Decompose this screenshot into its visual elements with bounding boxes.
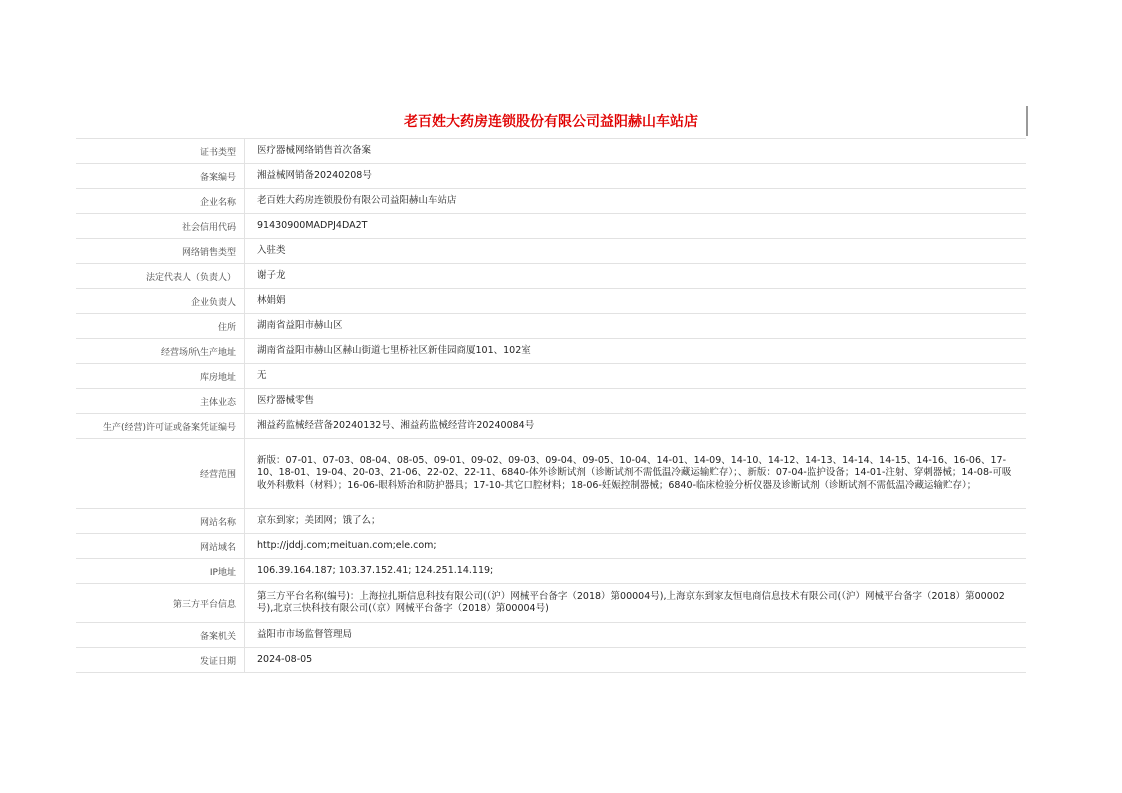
table-row <box>76 534 1026 559</box>
field-label: 法定代表人（负责人） <box>76 264 245 288</box>
table-row <box>76 584 1026 623</box>
field-label: 主体业态 <box>76 389 245 413</box>
scrollbar[interactable] <box>1026 106 1028 136</box>
table-row <box>76 314 1026 339</box>
field-label: 证书类型 <box>76 139 245 163</box>
field-label: 网络销售类型 <box>76 239 245 263</box>
field-label: 住所 <box>76 314 245 338</box>
field-value: 湘益药监械经营备20240132号、湘益药监械经营许20240084号 <box>257 419 535 431</box>
field-value: 2024-08-05 <box>257 653 313 665</box>
table-row <box>76 164 1026 189</box>
table-row <box>76 439 1026 509</box>
field-value: 入驻类 <box>257 244 286 256</box>
field-value: 第三方平台名称(编号)：上海拉扎斯信息科技有限公司(（沪）网械平台备字（2018）第00004号),上海京东到家友恒电商信息技术有限公司(（沪）网械平台备字（2018）第00002号),北京三快科技有限公司(（京）网械平台备字（2018）第00004号) <box>257 590 1005 614</box>
field-value: 老百姓大药房连锁股份有限公司益阳赫山车站店 <box>257 194 457 206</box>
table-row <box>76 264 1026 289</box>
table-row <box>76 364 1026 389</box>
table-row <box>76 339 1026 364</box>
field-value: 医疗器械零售 <box>257 394 315 406</box>
table-row <box>76 189 1026 214</box>
record-document <box>76 106 1026 673</box>
field-value: 湘益械网销备20240208号 <box>257 169 372 181</box>
table-row <box>76 389 1026 414</box>
field-label: 经营场所\生产地址 <box>76 339 245 363</box>
field-value: http://jddj.com;meituan.com;ele.com; <box>257 539 437 551</box>
table-row <box>76 648 1026 673</box>
field-label: 备案编号 <box>76 164 245 188</box>
table-row <box>76 239 1026 264</box>
field-label: 企业名称 <box>76 189 245 213</box>
page-title: 老百姓大药房连锁股份有限公司益阳赫山车站店 <box>76 106 1026 139</box>
field-label: 经营范围 <box>76 439 245 508</box>
table-row <box>76 509 1026 534</box>
field-label: 发证日期 <box>76 648 245 672</box>
table-row <box>76 139 1026 164</box>
field-value: 106.39.164.187; 103.37.152.41; 124.251.14.119; <box>257 564 494 576</box>
field-value: 无 <box>257 369 267 381</box>
table-row <box>76 289 1026 314</box>
field-value: 谢子龙 <box>257 269 286 281</box>
field-label: 企业负责人 <box>76 289 245 313</box>
table-row <box>76 214 1026 239</box>
field-value: 医疗器械网络销售首次备案 <box>257 144 372 156</box>
field-value: 益阳市市场监督管理局 <box>257 628 353 640</box>
field-label: 网站域名 <box>76 534 245 558</box>
field-label: 库房地址 <box>76 364 245 388</box>
table-row <box>76 414 1026 439</box>
field-label: IP地址 <box>76 559 245 583</box>
field-label: 备案机关 <box>76 623 245 647</box>
field-value: 91430900MADPJ4DA2T <box>257 219 368 231</box>
field-value: 新版：07-01、07-03、08-04、08-05、09-01、09-02、09-03、09-04、09-05、10-04、14-01、14-09、14-10、14-12、14-13、14-14、14-15、14-16、16-06、17-10、18-01、19-04、20-03、21-06、22-02、22-11、6840-体外诊断试剂（诊断试剂不需低温冷藏运输贮存）；、新版：07-04-监护设备；14-01-注射、穿刺器械；14-08-可吸收外科敷料（材料）；16-06-眼科矫治和防护器具；17-10-其它口腔材料；18-06-妊娠控制器械；6840-临床检验分析仪器及诊断试剂（诊断试剂不需低温冷藏运输贮存）； <box>257 454 1012 491</box>
field-label: 网站名称 <box>76 509 245 533</box>
field-label: 第三方平台信息 <box>76 584 245 622</box>
table-row <box>76 559 1026 584</box>
table-row <box>76 623 1026 648</box>
field-value: 湖南省益阳市赫山区赫山街道七里桥社区新佳园商厦101、102室 <box>257 344 531 356</box>
field-value: 京东到家；美团网；饿了么； <box>257 514 381 526</box>
field-value: 湖南省益阳市赫山区 <box>257 319 343 331</box>
field-label: 社会信用代码 <box>76 214 245 238</box>
field-value: 林娟娟 <box>257 294 286 306</box>
field-label: 生产(经营)许可证或备案凭证编号 <box>76 414 245 438</box>
